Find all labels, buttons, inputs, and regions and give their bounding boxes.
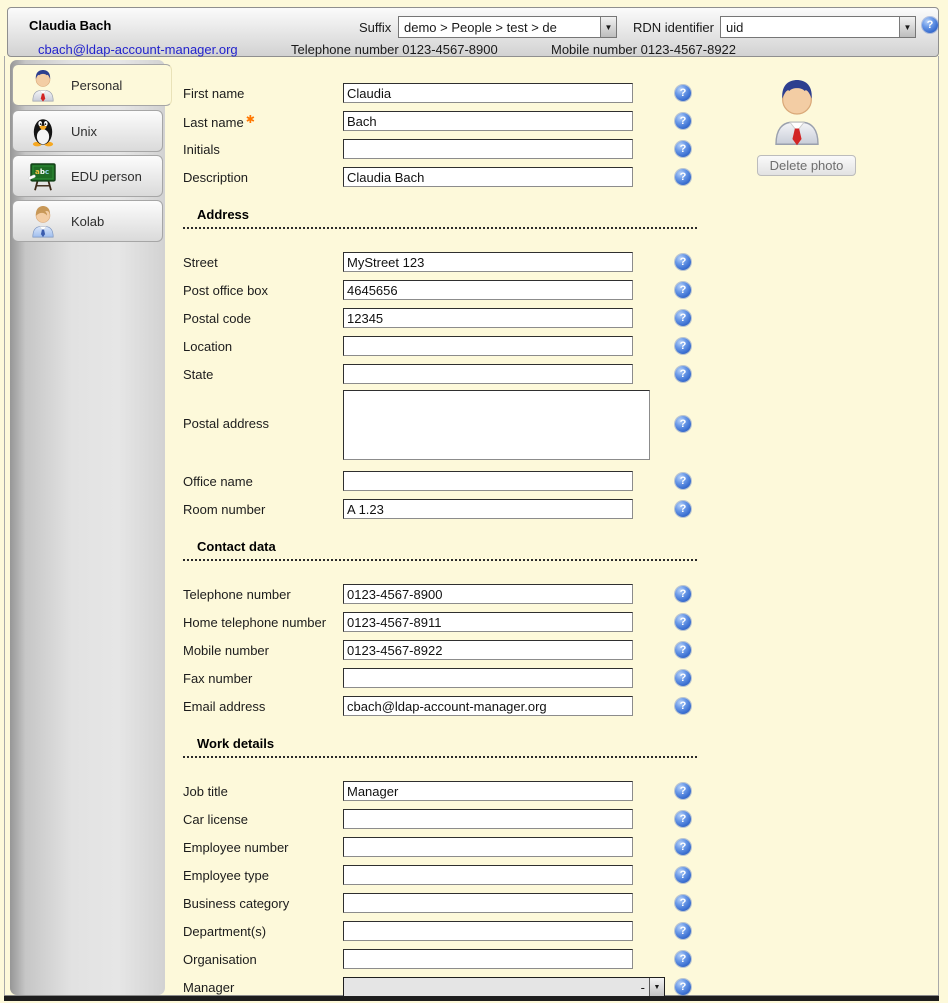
field-label [183, 255, 343, 270]
field-label-text: Fax number [183, 670, 253, 686]
field-label-text: Last name [183, 114, 244, 130]
personal-form [183, 79, 743, 1001]
field-input[interactable] [343, 308, 633, 328]
field-select-value: - [640, 979, 645, 995]
field-label-text: Telephone number [183, 586, 291, 602]
suffix-select-value: demo > People > test > de [404, 19, 557, 35]
field-row-department-s- [183, 917, 743, 945]
help-icon[interactable]: ? [675, 85, 691, 101]
field-input[interactable] [343, 252, 633, 272]
field-label [183, 980, 343, 995]
field-label-text: Room number [183, 501, 266, 517]
field-input[interactable] [343, 336, 633, 356]
help-icon[interactable]: ? [675, 254, 691, 270]
chalkboard-icon [27, 160, 59, 192]
field-input[interactable] [343, 612, 633, 632]
field-input[interactable] [343, 139, 633, 159]
help-icon[interactable]: ? [675, 698, 691, 714]
field-input[interactable] [343, 837, 633, 857]
tab-label: EDU person [71, 168, 142, 184]
field-label [183, 86, 343, 101]
help-icon[interactable]: ? [675, 366, 691, 382]
field-label [183, 113, 343, 130]
suffix-label: Suffix [359, 20, 392, 35]
field-row-room-number [183, 495, 743, 523]
section-header: Work details [183, 736, 697, 758]
field-label [183, 502, 343, 517]
field-label-text: Employee number [183, 839, 289, 855]
field-row-location [183, 332, 743, 360]
help-icon[interactable]: ? [675, 473, 691, 489]
field-label [183, 587, 343, 602]
field-row-last-name [183, 107, 743, 135]
field-label [183, 840, 343, 855]
help-icon[interactable]: ? [675, 416, 691, 432]
field-row-telephone-number [183, 580, 743, 608]
help-icon[interactable]: ? [675, 979, 691, 995]
field-label-text: Manager [183, 979, 235, 995]
field-input[interactable] [343, 668, 633, 688]
field-label [183, 474, 343, 489]
field-input[interactable] [343, 640, 633, 660]
help-icon[interactable]: ? [922, 17, 938, 33]
field-row-employee-number [183, 833, 743, 861]
field-row-state [183, 360, 743, 388]
field-select[interactable] [343, 977, 665, 997]
field-label-text: Home telephone number [183, 614, 327, 630]
help-icon[interactable]: ? [675, 614, 691, 630]
user-photo-icon [766, 134, 828, 149]
help-icon[interactable]: ? [675, 670, 691, 686]
delete-photo-button[interactable]: Delete photo [757, 155, 856, 176]
field-label [183, 416, 343, 431]
field-label [183, 868, 343, 883]
help-icon[interactable]: ? [675, 867, 691, 883]
field-label-text: Postal address [183, 416, 269, 431]
field-row-manager [183, 973, 743, 1001]
field-label [183, 615, 343, 630]
field-label [183, 339, 343, 354]
email-link[interactable]: cbach@ldap-account-manager.org [38, 42, 238, 57]
field-input[interactable] [343, 865, 633, 885]
field-label-text: Email address [183, 698, 266, 714]
field-label [183, 812, 343, 827]
tab-icon-slot [27, 204, 59, 238]
field-row-fax-number [183, 664, 743, 692]
field-row-mobile-number [183, 636, 743, 664]
help-icon[interactable]: ? [675, 783, 691, 799]
field-input[interactable] [343, 949, 633, 969]
field-label-text: Organisation [183, 951, 257, 967]
field-label [183, 699, 343, 714]
field-row-post-office-box [183, 276, 743, 304]
field-input[interactable] [343, 499, 633, 519]
help-icon[interactable]: ? [675, 282, 691, 298]
help-icon[interactable]: ? [675, 141, 691, 157]
rdn-select[interactable] [720, 16, 916, 38]
help-icon[interactable]: ? [675, 586, 691, 602]
field-input[interactable] [343, 584, 633, 604]
field-label [183, 671, 343, 686]
field-label [183, 142, 343, 157]
help-icon[interactable]: ? [675, 338, 691, 354]
field-row-street [183, 248, 743, 276]
field-row-initials [183, 135, 743, 163]
field-label-text: Description [183, 169, 249, 185]
sidebar-tab-kolab[interactable] [12, 200, 163, 242]
page-left-border [4, 56, 5, 995]
field-row-office-name [183, 467, 743, 495]
suffix-select[interactable] [398, 16, 617, 38]
help-icon[interactable]: ? [675, 951, 691, 967]
chevron-down-icon[interactable]: ▼ [899, 17, 915, 37]
field-input[interactable] [343, 111, 633, 131]
help-icon[interactable]: ? [675, 169, 691, 185]
field-label-text: Post office box [183, 282, 269, 298]
page-right-border [938, 56, 939, 995]
field-label-text: Office name [183, 473, 253, 489]
field-label [183, 784, 343, 799]
tux-icon [29, 115, 57, 147]
chevron-down-icon[interactable]: ▼ [649, 978, 664, 996]
field-label [183, 367, 343, 382]
field-row-postal-address [183, 388, 743, 467]
field-input[interactable] [343, 696, 633, 716]
module-sidebar [10, 60, 165, 995]
rdn-label: RDN identifier [633, 20, 714, 35]
field-row-job-title [183, 777, 743, 805]
field-input[interactable] [343, 280, 633, 300]
photo-panel [757, 76, 867, 176]
field-input[interactable] [343, 364, 633, 384]
field-label [183, 283, 343, 298]
field-row-business-category [183, 889, 743, 917]
header-phone-text: Telephone number 0123-4567-8900 [291, 42, 498, 57]
field-row-organisation [183, 945, 743, 973]
field-label-text: Department(s) [183, 923, 267, 939]
field-label-text: Job title [183, 783, 228, 799]
field-row-car-license [183, 805, 743, 833]
field-row-description [183, 163, 743, 191]
field-label [183, 643, 343, 658]
field-row-first-name [183, 79, 743, 107]
tab-icon-slot [27, 68, 59, 102]
field-input[interactable] [343, 809, 633, 829]
sidebar-tab-personal[interactable] [12, 64, 172, 106]
tab-label: Kolab [71, 213, 105, 229]
chevron-down-icon[interactable]: ▼ [600, 17, 616, 37]
help-icon[interactable]: ? [675, 895, 691, 911]
field-label-text: Initials [183, 141, 220, 157]
field-input[interactable] [343, 471, 633, 491]
help-icon[interactable]: ? [675, 811, 691, 827]
help-icon[interactable]: ? [675, 642, 691, 658]
field-label-text: State [183, 366, 214, 382]
field-input[interactable] [343, 781, 633, 801]
sidebar-tab-unix[interactable] [12, 110, 163, 152]
field-row-employee-type [183, 861, 743, 889]
field-label [183, 896, 343, 911]
field-label-text: Postal code [183, 310, 251, 326]
person-icon [28, 68, 58, 102]
help-icon[interactable]: ? [675, 501, 691, 517]
account-title: Claudia Bach [29, 18, 112, 33]
field-label [183, 170, 343, 185]
field-label [183, 924, 343, 939]
section-header: Contact data [183, 539, 697, 561]
field-label-text: Location [183, 338, 233, 354]
section-header: Address [183, 207, 697, 229]
header-mobile-text: Mobile number 0123-4567-8922 [551, 42, 737, 57]
svg-text:abc: abc [35, 167, 50, 177]
field-row-email-address [183, 692, 743, 720]
field-input[interactable] [343, 167, 633, 187]
tab-icon-slot [27, 114, 59, 148]
field-label-text: Car license [183, 811, 249, 827]
help-icon[interactable]: ? [675, 839, 691, 855]
field-label-text: First name [183, 85, 245, 101]
tab-label: Unix [71, 123, 98, 139]
field-label [183, 311, 343, 326]
field-input[interactable] [343, 83, 633, 103]
field-label-text: Mobile number [183, 642, 269, 658]
tab-icon-slot [27, 159, 59, 193]
field-input[interactable] [343, 921, 633, 941]
help-icon[interactable]: ? [675, 310, 691, 326]
field-input[interactable] [343, 893, 633, 913]
header-bar [7, 7, 939, 57]
help-icon[interactable]: ? [675, 923, 691, 939]
field-row-home-telephone-number [183, 608, 743, 636]
field-label [183, 952, 343, 967]
tab-label: Personal [71, 77, 123, 93]
field-label-text: Business category [183, 895, 290, 911]
field-label-text: Street [183, 254, 218, 270]
person-icon [766, 76, 828, 146]
field-row-postal-code [183, 304, 743, 332]
rdn-select-value: uid [726, 19, 744, 35]
help-icon[interactable]: ? [675, 113, 691, 129]
sidebar-tab-edu-person[interactable] [12, 155, 163, 197]
kolab-person-icon [28, 204, 58, 238]
required-marker: ✱ [245, 113, 255, 126]
field-textarea[interactable] [343, 390, 650, 460]
field-label-text: Employee type [183, 867, 269, 883]
